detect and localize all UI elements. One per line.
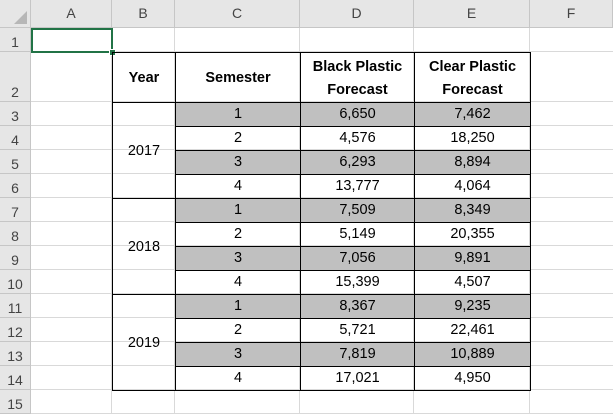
semester-cell[interactable]: 3 bbox=[175, 246, 301, 271]
clear-forecast-cell[interactable]: 20,355 bbox=[414, 222, 531, 247]
column-header-d[interactable]: D bbox=[300, 0, 414, 28]
clear-forecast-cell[interactable]: 18,250 bbox=[414, 126, 531, 151]
row-number: 9 bbox=[11, 252, 19, 268]
clear-forecast-cell[interactable]: 7,462 bbox=[414, 102, 531, 127]
header-semester-text: Semester bbox=[205, 69, 271, 86]
header-clear-plastic-forecast-line2: Forecast bbox=[442, 82, 503, 98]
row-number: 3 bbox=[11, 108, 19, 124]
header-clear-plastic-forecast[interactable] bbox=[414, 52, 531, 103]
row-number: 10 bbox=[7, 276, 23, 292]
row-header-6[interactable] bbox=[0, 174, 31, 198]
row-number: 13 bbox=[7, 348, 23, 364]
row-header-12[interactable] bbox=[0, 318, 31, 342]
header-year[interactable] bbox=[112, 52, 176, 103]
semester-cell[interactable]: 2 bbox=[175, 222, 301, 247]
clear-forecast-cell[interactable]: 4,507 bbox=[414, 270, 531, 295]
row-header-2[interactable] bbox=[0, 52, 31, 102]
row-number: 1 bbox=[11, 34, 19, 50]
column-header-a[interactable]: A bbox=[31, 0, 112, 28]
header-semester[interactable] bbox=[175, 52, 301, 103]
row-header-14[interactable] bbox=[0, 366, 31, 390]
select-all-corner[interactable] bbox=[0, 0, 31, 28]
column-header-c[interactable]: C bbox=[175, 0, 300, 28]
year-cell-2019[interactable] bbox=[112, 294, 176, 391]
year-cell-2018[interactable] bbox=[112, 198, 176, 295]
clear-forecast-cell[interactable]: 9,891 bbox=[414, 246, 531, 271]
row-header-7[interactable] bbox=[0, 198, 31, 222]
semester-cell[interactable]: 3 bbox=[175, 342, 301, 367]
black-forecast-cell[interactable]: 8,367 bbox=[300, 294, 415, 319]
semester-cell[interactable]: 4 bbox=[175, 174, 301, 199]
year-value: 2017 bbox=[127, 142, 161, 159]
row-number: 12 bbox=[7, 324, 23, 340]
row-number: 5 bbox=[11, 156, 19, 172]
clear-forecast-cell[interactable]: 4,064 bbox=[414, 174, 531, 199]
semester-cell[interactable]: 3 bbox=[175, 150, 301, 175]
row-number: 14 bbox=[7, 372, 23, 388]
semester-cell[interactable]: 4 bbox=[175, 366, 301, 391]
black-forecast-cell[interactable]: 15,399 bbox=[300, 270, 415, 295]
black-forecast-cell[interactable]: 13,777 bbox=[300, 174, 415, 199]
row-number: 15 bbox=[7, 396, 23, 412]
semester-cell[interactable]: 2 bbox=[175, 318, 301, 343]
row-header-5[interactable] bbox=[0, 150, 31, 174]
row-header-3[interactable] bbox=[0, 102, 31, 126]
black-forecast-cell[interactable]: 7,509 bbox=[300, 198, 415, 223]
semester-cell[interactable]: 1 bbox=[175, 102, 301, 127]
black-forecast-cell[interactable]: 7,056 bbox=[300, 246, 415, 271]
year-value: 2018 bbox=[127, 238, 161, 255]
black-forecast-cell[interactable]: 5,721 bbox=[300, 318, 415, 343]
header-year-text: Year bbox=[128, 69, 160, 86]
row-header-15[interactable] bbox=[0, 390, 31, 414]
column-header-e[interactable]: E bbox=[414, 0, 530, 28]
row-header-9[interactable] bbox=[0, 246, 31, 270]
year-value: 2019 bbox=[127, 334, 161, 351]
selected-cell-a1[interactable] bbox=[31, 28, 113, 53]
header-clear-plastic-forecast-line1: Clear Plastic bbox=[428, 59, 517, 75]
semester-cell[interactable]: 1 bbox=[175, 294, 301, 319]
clear-forecast-cell[interactable]: 4,950 bbox=[414, 366, 531, 391]
black-forecast-cell[interactable]: 7,819 bbox=[300, 342, 415, 367]
header-black-plastic-forecast-line1: Black Plastic bbox=[312, 59, 403, 75]
row-number: 8 bbox=[11, 228, 19, 244]
column-header-f[interactable]: F bbox=[530, 0, 613, 28]
black-forecast-cell[interactable]: 5,149 bbox=[300, 222, 415, 247]
black-forecast-cell[interactable]: 17,021 bbox=[300, 366, 415, 391]
header-black-plastic-forecast[interactable] bbox=[300, 52, 415, 103]
row-number: 6 bbox=[11, 180, 19, 196]
row-header-13[interactable] bbox=[0, 342, 31, 366]
row-header-1[interactable] bbox=[0, 28, 31, 52]
clear-forecast-cell[interactable]: 9,235 bbox=[414, 294, 531, 319]
row-number: 11 bbox=[7, 300, 23, 316]
semester-cell[interactable]: 2 bbox=[175, 126, 301, 151]
row-header-8[interactable] bbox=[0, 222, 31, 246]
semester-cell[interactable]: 4 bbox=[175, 270, 301, 295]
year-cell-2017[interactable] bbox=[112, 102, 176, 199]
clear-forecast-cell[interactable]: 22,461 bbox=[414, 318, 531, 343]
semester-cell[interactable]: 1 bbox=[175, 198, 301, 223]
black-forecast-cell[interactable]: 6,293 bbox=[300, 150, 415, 175]
row-header-11[interactable] bbox=[0, 294, 31, 318]
clear-forecast-cell[interactable]: 8,349 bbox=[414, 198, 531, 223]
row-header-10[interactable] bbox=[0, 270, 31, 294]
black-forecast-cell[interactable]: 4,576 bbox=[300, 126, 415, 151]
row-number: 4 bbox=[11, 132, 19, 148]
column-header-b[interactable]: B bbox=[112, 0, 175, 28]
clear-forecast-cell[interactable]: 8,894 bbox=[414, 150, 531, 175]
row-number: 7 bbox=[11, 204, 19, 220]
row-number: 2 bbox=[11, 84, 19, 100]
clear-forecast-cell[interactable]: 10,889 bbox=[414, 342, 531, 367]
row-header-4[interactable] bbox=[0, 126, 31, 150]
black-forecast-cell[interactable]: 6,650 bbox=[300, 102, 415, 127]
select-all-triangle-icon bbox=[14, 11, 27, 24]
header-black-plastic-forecast-line2: Forecast bbox=[327, 82, 388, 98]
